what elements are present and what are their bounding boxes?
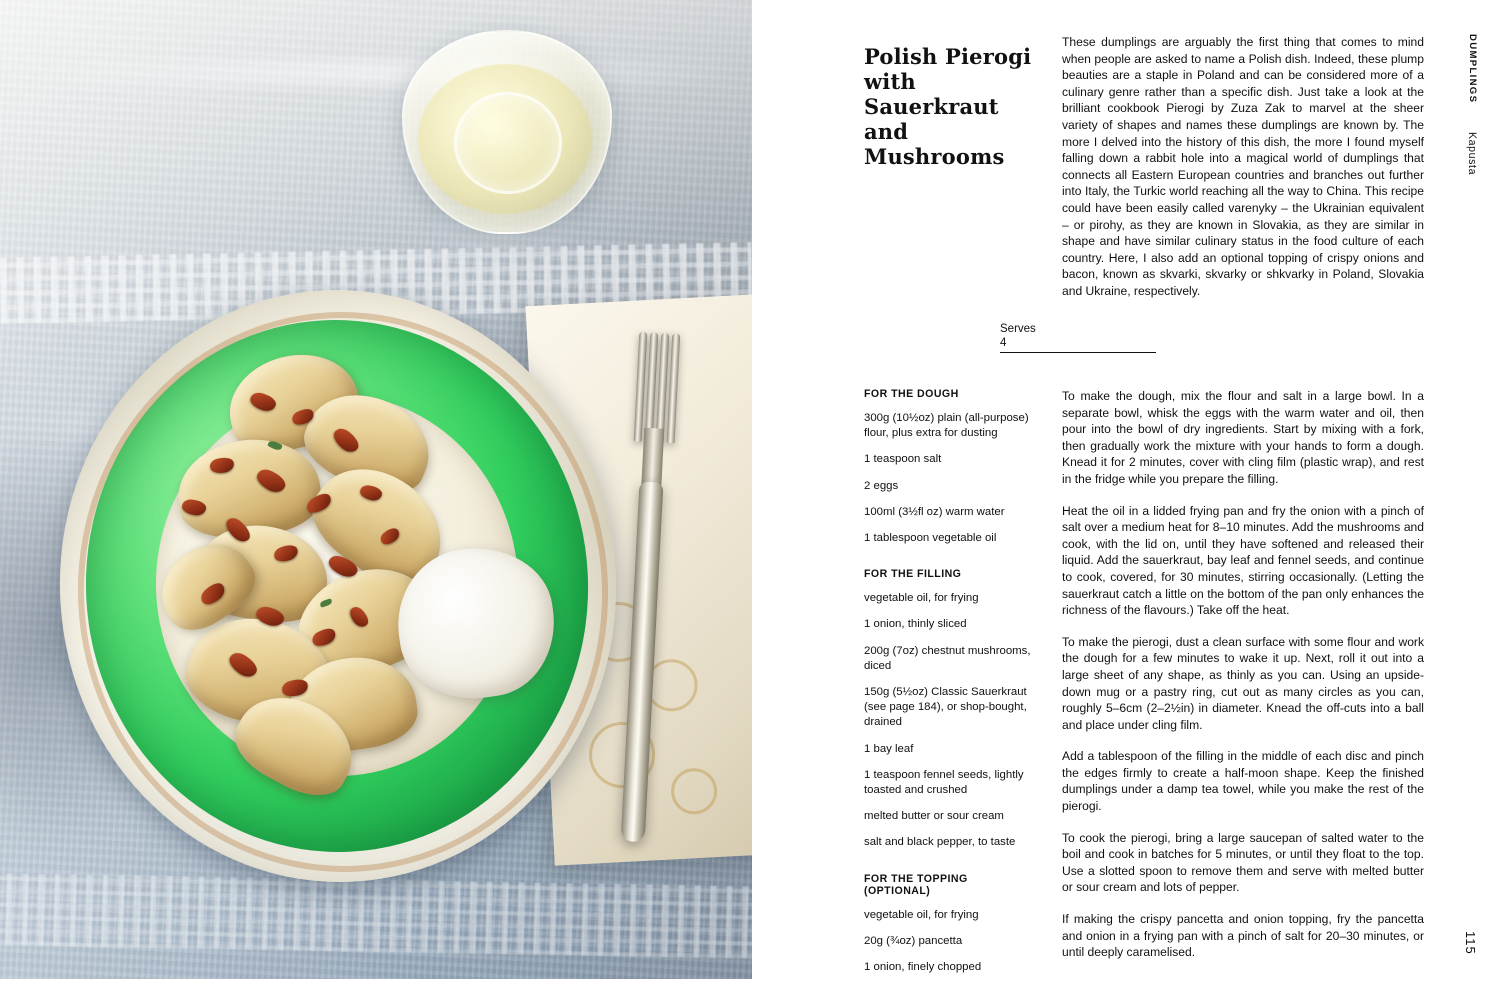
- serves-value: 4: [1000, 337, 1007, 349]
- plate-of-pierogi: [60, 290, 620, 890]
- recipe-photograph: [0, 0, 752, 979]
- ingredient-item: 1 tablespoon vegetable oil: [864, 532, 997, 545]
- ingredient-item: 1 teaspoon fennel seeds, lightly toasted and crushed: [864, 768, 1024, 797]
- ingredient-item: 1 onion, finely chopped: [864, 961, 982, 974]
- ingredient-item: melted butter or sour cream: [864, 810, 1004, 823]
- ingredients-heading-filling: FOR THE FILLING: [864, 568, 962, 581]
- fork-tine: [667, 333, 681, 443]
- ingredient-item: 1 teaspoon salt: [864, 453, 942, 466]
- ingredient-item: vegetable oil, for frying: [864, 592, 979, 605]
- serves-block: [1000, 322, 1156, 350]
- method-step: If making the crispy pancetta and onion topping, fry the pancetta and onion in a frying pan with a pinch of salt for 20–30 minutes, or until deeply caramelised.: [1062, 912, 1424, 960]
- ingredient-item: 100ml (3½fl oz) warm water: [864, 505, 1005, 518]
- ingredient-item: salt and black pepper, to taste: [864, 836, 1016, 849]
- wine-glass-highlight: [454, 92, 562, 194]
- method-step: To make the pierogi, dust a clean surface with some flour and work the dough for a few minutes to wake it up. Next, roll it out into a large sheet of any shape, as thinly as you can. Using an upside-down mug or a pastry ring, cut out as many circles as you can, roughly 5–6cm (2–2½in) in diameter. Knead the off-cuts into a ball and place under cling film.: [1062, 634, 1424, 732]
- fork-handle: [621, 482, 664, 843]
- running-head-section: Kapusta: [1466, 132, 1478, 176]
- recipe-introduction: These dumplings are arguably the first thing that comes to mind when people are asked to name a Polish dish. Indeed, these plump beauties are a staple in Poland and can be considered more of a culinary genre rather than a specific dish. Just take a look at the brilliant cookbook Pierogi by Zuza Zak to marvel at the sheer variety of shapes and names these dumplings are known by. The more I delved into the history of this dish, the more I found myself falling down a rabbit hole into a magical world of dumplings that connects all Eastern European countries and branches out further into Italy, the Turkic world reaching all the way to China. This recipe could have been easily called varenyky – the Ukrainian equivalent – or pirohy, as they are known in Slovakia, as they are similar in shape and have similar culinary status in the food culture of each country. Here, I also add an optional topping of crispy onions and bacon, known as skvarki, skvarky or shkvarky in Poland, Slovakia and Ukraine, respectively.: [1062, 35, 1424, 298]
- ingredient-item: 200g (7oz) chestnut mushrooms, diced: [864, 644, 1031, 672]
- ingredients-heading-dough: FOR THE DOUGH: [864, 388, 959, 400]
- napkin-embroidery: [670, 767, 718, 815]
- recipe-text-page: [752, 0, 1500, 979]
- page-number: 115: [1463, 931, 1478, 955]
- ingredients-heading-topping: FOR THE TOPPING (OPTIONAL): [864, 872, 968, 897]
- method-step: To cook the pierogi, bring a large saucepan of salted water to the boil and cook in batches for 5 minutes, or until they float to the top. Use a slotted spoon to remove them and serve with melted butter or sour cream and lots of pepper.: [1062, 830, 1424, 895]
- cloth-fold: [0, 60, 752, 86]
- ingredient-item: 2 eggs: [864, 479, 899, 492]
- ingredient-item: 1 bay leaf: [864, 742, 914, 755]
- method-column: [1062, 388, 1424, 976]
- method-step: Add a tablespoon of the filling in the middle of each disc and pinch the edges firmly to create a half-moon shape. Keep the finished dumplings under a damp tea towel, while you make the rest of the pierogi.: [1062, 749, 1424, 814]
- serves-rule: [1000, 352, 1156, 353]
- ingredient-item: 20g (¾oz) pancetta: [864, 934, 963, 947]
- ingredient-item: 1 onion, thinly sliced: [864, 618, 967, 631]
- recipe-title: Polish Pierogi with Sauerkraut and Mushrooms: [864, 44, 1032, 170]
- method-step: To make the dough, mix the flour and salt in a large bowl. In a separate bowl, whisk the eggs with the warm water and oil, then pour into the bowl of dry ingredients. Start by mixing with a fork, then gradually work the mixture with your hands to form a dough. Knead it for 2 minutes, cover with cling film (plastic wrap), and rest in the fridge while you prepare the filling.: [1062, 389, 1424, 486]
- wine-glass: [402, 30, 608, 250]
- ingredient-item: 150g (5½oz) Classic Sauerkraut (see page 184), or shop-bought, drained: [864, 686, 1027, 729]
- running-head-chapter: DUMPLINGS: [1467, 34, 1478, 104]
- ingredient-item: 300g (10½oz) plain (all-purpose) flour, plus extra for dusting: [864, 412, 1029, 440]
- ingredients-column: [864, 388, 1034, 986]
- ingredient-item: vegetable oil, for frying: [864, 908, 979, 921]
- method-step: Heat the oil in a lidded frying pan and fry the onion with a pinch of salt over a medium heat for 8–10 minutes. Add the mushrooms and cook, with the lid on, until they have softened and released their liquid. Add the sauerkraut, bay leaf and fennel seeds, and continue to cook, covered, for 30 minutes, stirring occasionally. (Letting the sauerkraut catch a little on the bottom of the pan only enhances the richness of the flavours.) Take off the heat.: [1062, 503, 1424, 618]
- serves-label: Serves: [1000, 323, 1036, 335]
